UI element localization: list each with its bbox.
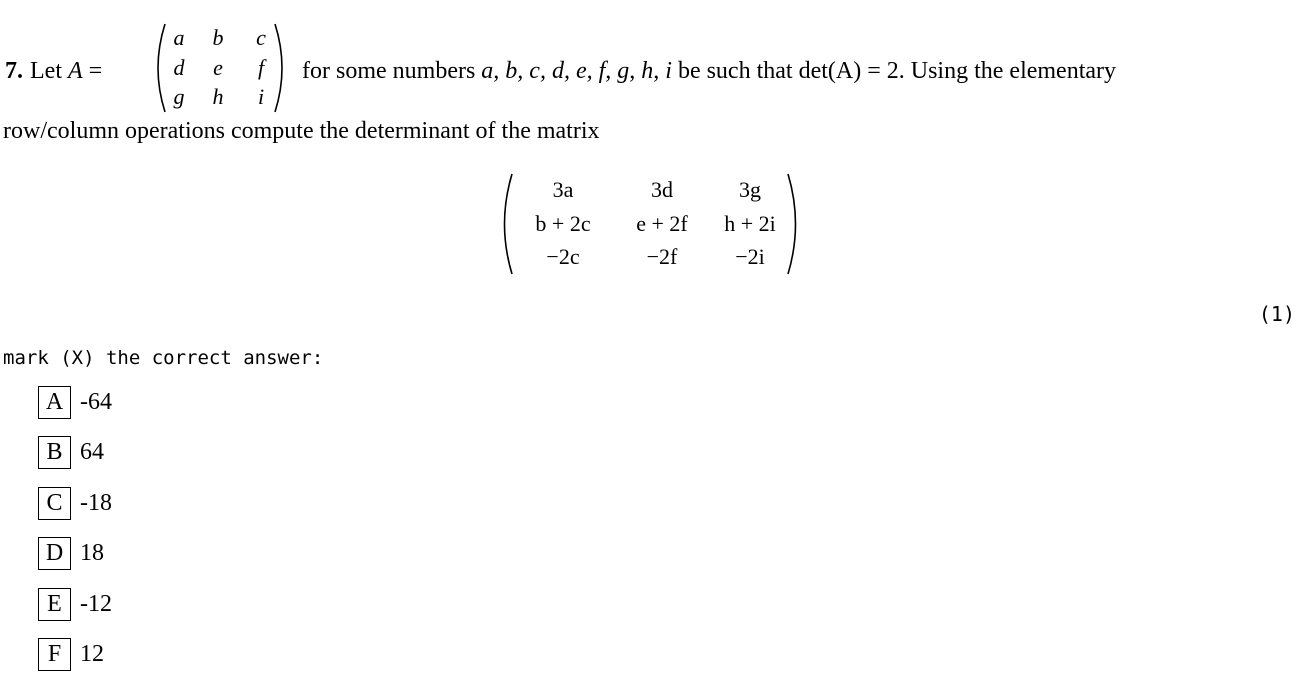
matrix-a-cell: d (173, 55, 185, 80)
target-matrix-cell: h + 2i (724, 211, 776, 236)
matrix-a (150, 22, 290, 114)
let-text: Let (30, 57, 62, 84)
target-matrix-cell: −2i (735, 244, 765, 269)
target-matrix-cell: b + 2c (535, 211, 591, 236)
option-value: 12 (80, 641, 104, 668)
matrix-a-cell: f (257, 55, 265, 80)
matrix-a-cell: a (173, 25, 185, 50)
determinant-condition: det(A) = 2. (798, 57, 905, 84)
option-checkbox[interactable]: F (38, 638, 71, 671)
option-checkbox[interactable]: B (38, 436, 71, 469)
answer-options (38, 384, 112, 688)
option-value: -18 (80, 489, 112, 516)
problem-statement-continued (302, 54, 1116, 88)
target-matrix-cell: −2f (646, 244, 678, 269)
target-matrix (497, 172, 803, 276)
text-using: Using the elementary (910, 57, 1117, 84)
target-matrix-cell: e + 2f (636, 211, 688, 236)
option-value: 64 (80, 439, 104, 466)
target-matrix-cell: −2c (546, 244, 580, 269)
target-matrix-cell: 3a (552, 177, 574, 202)
option-checkbox[interactable]: A (38, 386, 71, 419)
matrix-a-cell: b (212, 25, 224, 50)
variables-list: a, b, c, d, e, f, g, h, i (481, 57, 672, 84)
option-a[interactable] (38, 384, 112, 420)
answer-instruction: mark (X) the correct answer: (3, 347, 324, 369)
matrix-a-cell: h (212, 84, 224, 109)
text-be-such: be such that (677, 57, 793, 84)
matrix-a-cell: e (213, 55, 223, 80)
option-value: 18 (80, 540, 104, 567)
question-number: 7. (5, 57, 23, 84)
option-checkbox[interactable]: C (38, 487, 71, 520)
target-matrix-cell: 3g (739, 177, 761, 202)
problem-line-2: row/column operations compute the determinant of the matrix (3, 118, 600, 144)
option-f[interactable] (38, 637, 112, 673)
option-checkbox[interactable]: D (38, 537, 71, 570)
target-matrix-cell: 3d (651, 177, 673, 202)
matrix-a-cell: c (256, 25, 266, 50)
option-e[interactable] (38, 586, 112, 622)
option-b[interactable] (38, 435, 112, 471)
option-checkbox[interactable]: E (38, 588, 71, 621)
matrix-a-cell: i (257, 84, 265, 109)
equals-sign: = (88, 57, 103, 84)
equation-number: (1) (1258, 302, 1295, 326)
matrix-a-cell: g (173, 84, 185, 109)
option-value: -64 (80, 388, 112, 415)
option-value: -12 (80, 590, 112, 617)
option-d[interactable] (38, 536, 112, 572)
option-c[interactable] (38, 485, 112, 521)
matrix-variable: A (67, 57, 83, 84)
text-after-matrix: for some numbers (302, 57, 476, 84)
problem-intro (5, 54, 102, 88)
